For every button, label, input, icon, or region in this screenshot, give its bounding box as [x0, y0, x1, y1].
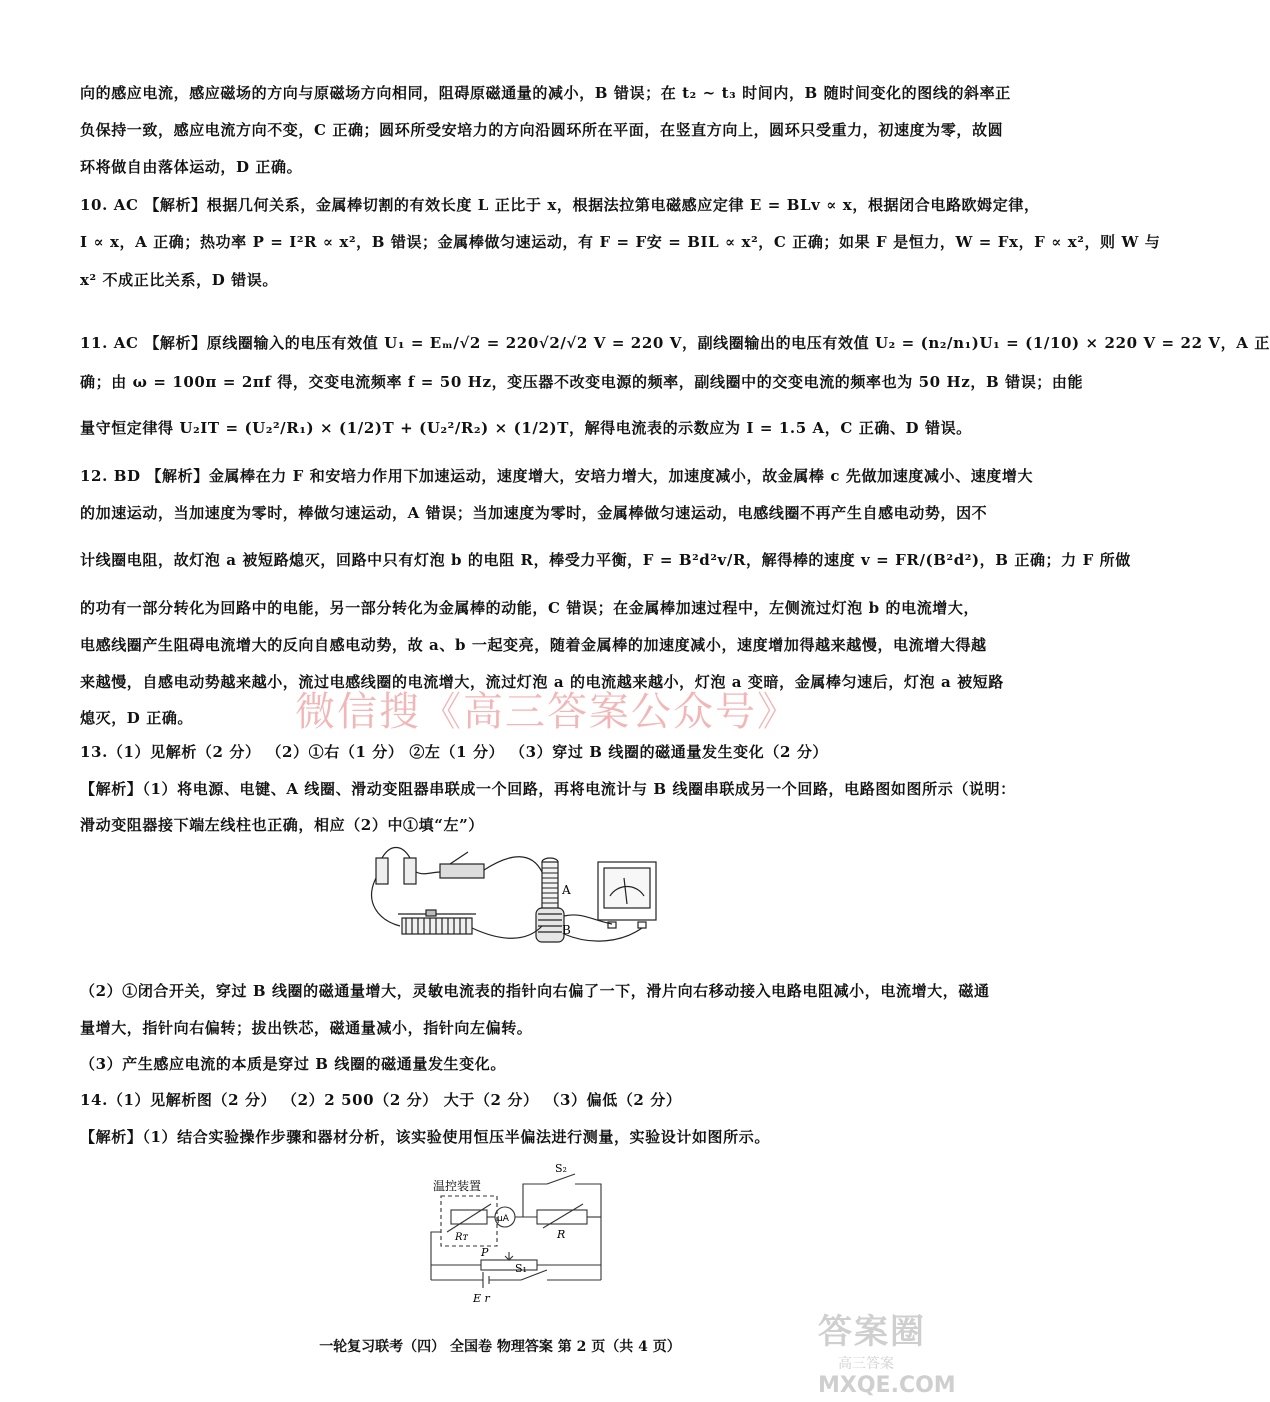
- text-line: 11. AC 【解析】原线圈输入的电压有效值 U₁ = Eₘ/√2 = 220√2/√2 V = 220 V，副线圈输出的电压有效值 U₂ = (n₂/n₁)U₁ = (1/10) × 220 V = 22 V，A 正: [80, 334, 1270, 352]
- microammeter-label: μA: [497, 1214, 509, 1224]
- text-line: 13.（1）见解析（2 分） （2）①右（1 分） ②左（1 分） （3）穿过 B 线圈的磁通量发生变化（2 分）: [80, 743, 829, 761]
- text-line: 【解析】（1）结合实验操作步骤和器材分析，该实验使用恒压半偏法进行测量，实验设计如图所示。: [80, 1128, 770, 1146]
- coil-a-label: A: [562, 883, 571, 897]
- text-line: （2）①闭合开关，穿过 B 线圈的磁通量增大，灵敏电流表的指针向右偏了一下，滑片向右移动接入电路电阻减小，电流增大，磁通: [80, 982, 990, 1000]
- battery-label: E r: [473, 1292, 490, 1305]
- page-footer: 一轮复习联考（四） 全国卷 物理答案 第 2 页（共 4 页）: [319, 1339, 681, 1355]
- text-line: 14.（1）见解析图（2 分） （2）2 500（2 分） 大于（2 分） （3）偏低（2 分）: [80, 1091, 682, 1109]
- site-logo-stamp: [818, 1304, 978, 1398]
- text-line: 滑动变阻器接下端左线柱也正确，相应（2）中①填“左”）: [80, 816, 484, 834]
- stamp-subtitle: 高三答案: [838, 1356, 894, 1372]
- text-line: 量增大，指针向右偏转；拔出铁芯，磁通量减小，指针向左偏转。: [80, 1019, 533, 1037]
- watermark-text: 微信搜《高三答案公众号》: [295, 689, 799, 735]
- text-line: 量守恒定律得 U₂IT = (U₂²/R₁) × (1/2)T + (U₂²/R₂) × (1/2)T，解得电流表的示数应为 I = 1.5 A，C 正确、D 错误。: [80, 419, 972, 437]
- coil-b-label: B: [562, 923, 571, 937]
- potentiometer-label: P: [481, 1246, 489, 1259]
- text-line: 12. BD 【解析】金属棒在力 F 和安培力作用下加速运动，速度增大，安培力增大，加速度减小，故金属棒 c 先做加速度减小、速度增大: [80, 467, 1034, 485]
- text-line: （3）产生感应电流的本质是穿过 B 线圈的磁通量发生变化。: [80, 1055, 506, 1073]
- resistor-label: R: [557, 1228, 566, 1241]
- thermistor-label: Rᴛ: [455, 1232, 469, 1243]
- text-line: x² 不成正比关系，D 错误。: [80, 271, 278, 289]
- circuit-figure: [425, 1160, 625, 1320]
- switch-s2-label: S₂: [555, 1162, 567, 1175]
- text-line: I ∝ x，A 正确；热功率 P = I²R ∝ x²，B 错误；金属棒做匀速运动，有 F = F安 = BIL ∝ x²，C 正确；如果 F 是恒力，W = Fx，F ∝ x²，则 W 与: [80, 233, 1161, 251]
- text-line: 10. AC 【解析】根据几何关系，金属棒切割的有效长度 L 正比于 x，根据法拉第电磁感应定律 E = BLv ∝ x，根据闭合电路欧姆定律，: [80, 196, 1040, 214]
- text-line: 的加速运动，当加速度为零时，棒做匀速运动，A 错误；当加速度为零时，金属棒做匀速运动，电感线圈不再产生自感电动势，因不: [80, 504, 988, 522]
- stamp-url: MXQE.COM: [818, 1373, 956, 1398]
- text-line: 来越慢，自感电动势越来越小，流过电感线圈的电流增大，流过灯泡 a 的电流越来越小，灯泡 a 变暗，金属棒匀速后，灯泡 a 被短路: [80, 673, 1004, 691]
- text-line: 的功有一部分转化为回路中的电能，另一部分转化为金属棒的动能，C 错误；在金属棒加速过程中，左侧流过灯泡 b 的电流增大，: [80, 599, 980, 617]
- stamp-title: 答案圈: [818, 1312, 926, 1352]
- text-line: 确；由 ω = 100π = 2πf 得，交变电流频率 f = 50 Hz，变压器不改变电源的频率，副线圈中的交变电流的频率也为 50 Hz，B 错误；由能: [80, 373, 1084, 391]
- apparatus-figure: [362, 842, 662, 954]
- text-line: 【解析】（1）将电源、电键、A 线圈、滑动变阻器串联成一个回路，再将电流计与 B 线圈串联成另一个回路，电路图如图所示（说明：: [80, 780, 1016, 798]
- text-line: 计线圈电阻，故灯泡 a 被短路熄灭，回路中只有灯泡 b 的电阻 R，棒受力平衡，F = B²d²v/R，解得棒的速度 v = FR/(B²d²)，B 正确；力 F 所做: [80, 551, 1131, 569]
- text-line: 向的感应电流，感应磁场的方向与原磁场方向相同，阻碍原磁通量的减小，B 错误；在 t₂ ~ t₃ 时间内，B 随时间变化的图线的斜率正: [80, 84, 1011, 102]
- text-line: 负保持一致，感应电流方向不变，C 正确；圆环所受安培力的方向沿圆环所在平面，在竖直方向上，圆环只受重力，初速度为零，故圆: [80, 121, 1004, 139]
- text-line: 环将做自由落体运动，D 正确。: [80, 158, 303, 176]
- text-line: 电感线圈产生阻碍电流增大的反向自感电动势，故 a、b 一起变亮，随着金属棒的加速度减小，速度增加得越来越慢，电流增大得越: [80, 636, 987, 654]
- text-line: 熄灭，D 正确。: [80, 709, 194, 727]
- switch-s1-label: S₁: [515, 1262, 527, 1275]
- temp-box-label: 温控装置: [433, 1179, 482, 1193]
